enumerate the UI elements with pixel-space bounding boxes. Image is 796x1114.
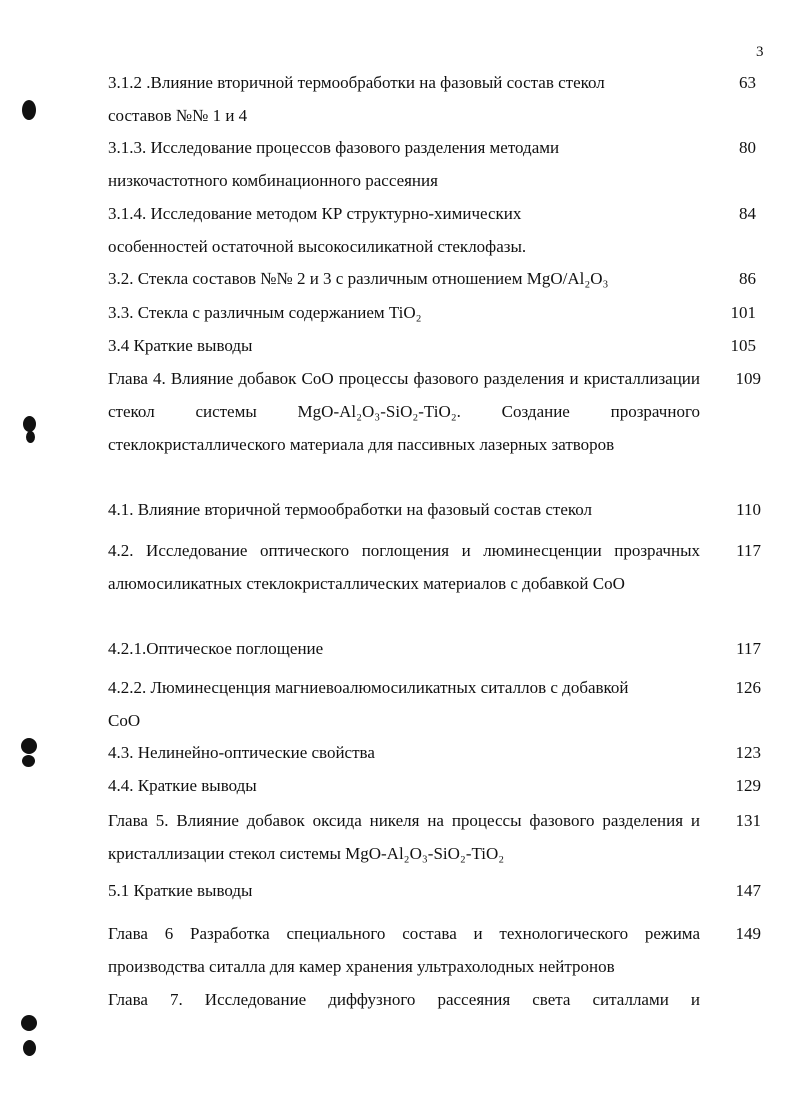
toc-entry-page: 84 bbox=[739, 204, 756, 223]
toc-entry-page: 105 bbox=[730, 336, 756, 355]
toc-entry-page: 101 bbox=[730, 303, 756, 322]
toc-entry-4-2-2 bbox=[108, 671, 700, 737]
toc-entry-title-line: 3.3. Стекла с различным содержанием TiO₂ bbox=[108, 303, 422, 322]
toc-entry-title: Глава 6 Разработка специального состава и технологического режима производства ситалла для камер хранения ультрахолодных нейтронов bbox=[108, 924, 700, 976]
toc-entry-page: 80 bbox=[739, 138, 756, 157]
toc-entry-page: 117 bbox=[736, 639, 761, 658]
toc-entry-title-line: 4.2.2. Люминесценция магниевоалюмосиликатных ситаллов с добавкой bbox=[108, 678, 629, 697]
binder-hole-mark bbox=[26, 431, 35, 443]
toc-entry-page: 123 bbox=[735, 743, 761, 762]
toc-entry-4-2 bbox=[108, 534, 700, 600]
binder-hole-mark bbox=[21, 738, 37, 754]
toc-entry-page: 131 bbox=[735, 811, 761, 830]
toc-entry-4-3 bbox=[108, 736, 700, 769]
toc-entry-title-line: 5.1 Краткие выводы bbox=[108, 881, 253, 900]
toc-entry-title-line: 3.1.2 .Влияние вторичной термообработки на фазовый состав стекол bbox=[108, 73, 605, 92]
toc-entry-chapter-6 bbox=[108, 917, 700, 983]
toc-entry-3-3 bbox=[108, 296, 700, 329]
toc-entry-title-line: 3.2. Стекла составов №№ 2 и 3 с различным отношением MgO/Al₂O₃ bbox=[108, 269, 609, 288]
page-number: 3 bbox=[756, 44, 764, 60]
toc-entry-title-line: 4.4. Краткие выводы bbox=[108, 776, 257, 795]
toc-entry-title: Глава 7. Исследование диффузного рассеяния света ситаллами и bbox=[108, 990, 700, 1009]
toc-entry-page: 129 bbox=[735, 776, 761, 795]
toc-entry-chapter-5 bbox=[108, 804, 700, 870]
toc-entry-3-1-4 bbox=[108, 197, 700, 263]
binder-hole-mark bbox=[22, 100, 36, 120]
toc-entry-title-line: 4.2.1.Оптическое поглощение bbox=[108, 639, 324, 658]
toc-entry-title-line: 4.1. Влияние вторичной термообработки на фазовый состав стекол bbox=[108, 500, 593, 519]
toc-entry-title: Глава 5. Влияние добавок оксида никеля на процессы фазового разделения и кристаллизации стекол системы MgO-Al₂O₃-SiO₂-TiO₂ bbox=[108, 811, 700, 863]
binder-hole-mark bbox=[21, 1015, 37, 1031]
toc-entry-page: 147 bbox=[735, 881, 761, 900]
toc-entry-page: 86 bbox=[739, 269, 756, 288]
toc-entry-page: 63 bbox=[739, 73, 756, 92]
toc-entry-3-1-2 bbox=[108, 66, 700, 132]
toc-entry-page: 149 bbox=[735, 924, 761, 943]
toc-entry-chapter-7 bbox=[108, 983, 700, 1016]
toc-entry-title-line: 3.1.3. Исследование процессов фазового разделения методами bbox=[108, 138, 560, 157]
toc-entry-4-1 bbox=[108, 493, 700, 526]
toc-entry-title-line: 4.3. Нелинейно-оптические свойства bbox=[108, 743, 375, 762]
toc-entry-4-2-1 bbox=[108, 632, 700, 665]
toc-entry-5-1 bbox=[108, 874, 700, 907]
toc-entry-3-4 bbox=[108, 329, 700, 362]
toc-entry-3-1-3 bbox=[108, 131, 700, 197]
toc-entry-title-line: CoO bbox=[108, 711, 141, 730]
toc-entry-page: 126 bbox=[735, 678, 761, 697]
toc-entry-4-4 bbox=[108, 769, 700, 802]
toc-entry-title-line: 3.1.4. Исследование методом КР структурно-химических bbox=[108, 204, 522, 223]
toc-entry-chapter-4 bbox=[108, 362, 700, 461]
binder-hole-mark bbox=[23, 1040, 36, 1056]
toc-entry-title-line: особенностей остаточной высокосиликатной стеклофазы. bbox=[108, 237, 527, 256]
toc-entry-title: Глава 4. Влияние добавок CoO процессы фазового разделения и кристаллизации стекол системы MgO-Al₂O₃-SiO₂-TiO₂. Создание прозрачного стеклокристаллического материала для пассивных лазерных затворов bbox=[108, 369, 700, 454]
toc-entry-page: 110 bbox=[736, 500, 761, 519]
toc-entry-title: 4.2. Исследование оптического поглощения и люминесценции прозрачных алюмосиликатных стеклокристаллических материалов с добавкой CoO bbox=[108, 541, 700, 593]
binder-hole-mark bbox=[23, 416, 36, 432]
toc-entry-title-line: составов №№ 1 и 4 bbox=[108, 106, 248, 125]
toc-entry-title-line: низкочастотного комбинационного рассеяния bbox=[108, 171, 438, 190]
toc-entry-page: 117 bbox=[736, 541, 761, 560]
toc-entry-title-line: 3.4 Краткие выводы bbox=[108, 336, 253, 355]
binder-hole-mark bbox=[22, 755, 35, 767]
toc-entry-3-2 bbox=[108, 262, 700, 295]
toc-entry-page: 109 bbox=[735, 369, 761, 388]
